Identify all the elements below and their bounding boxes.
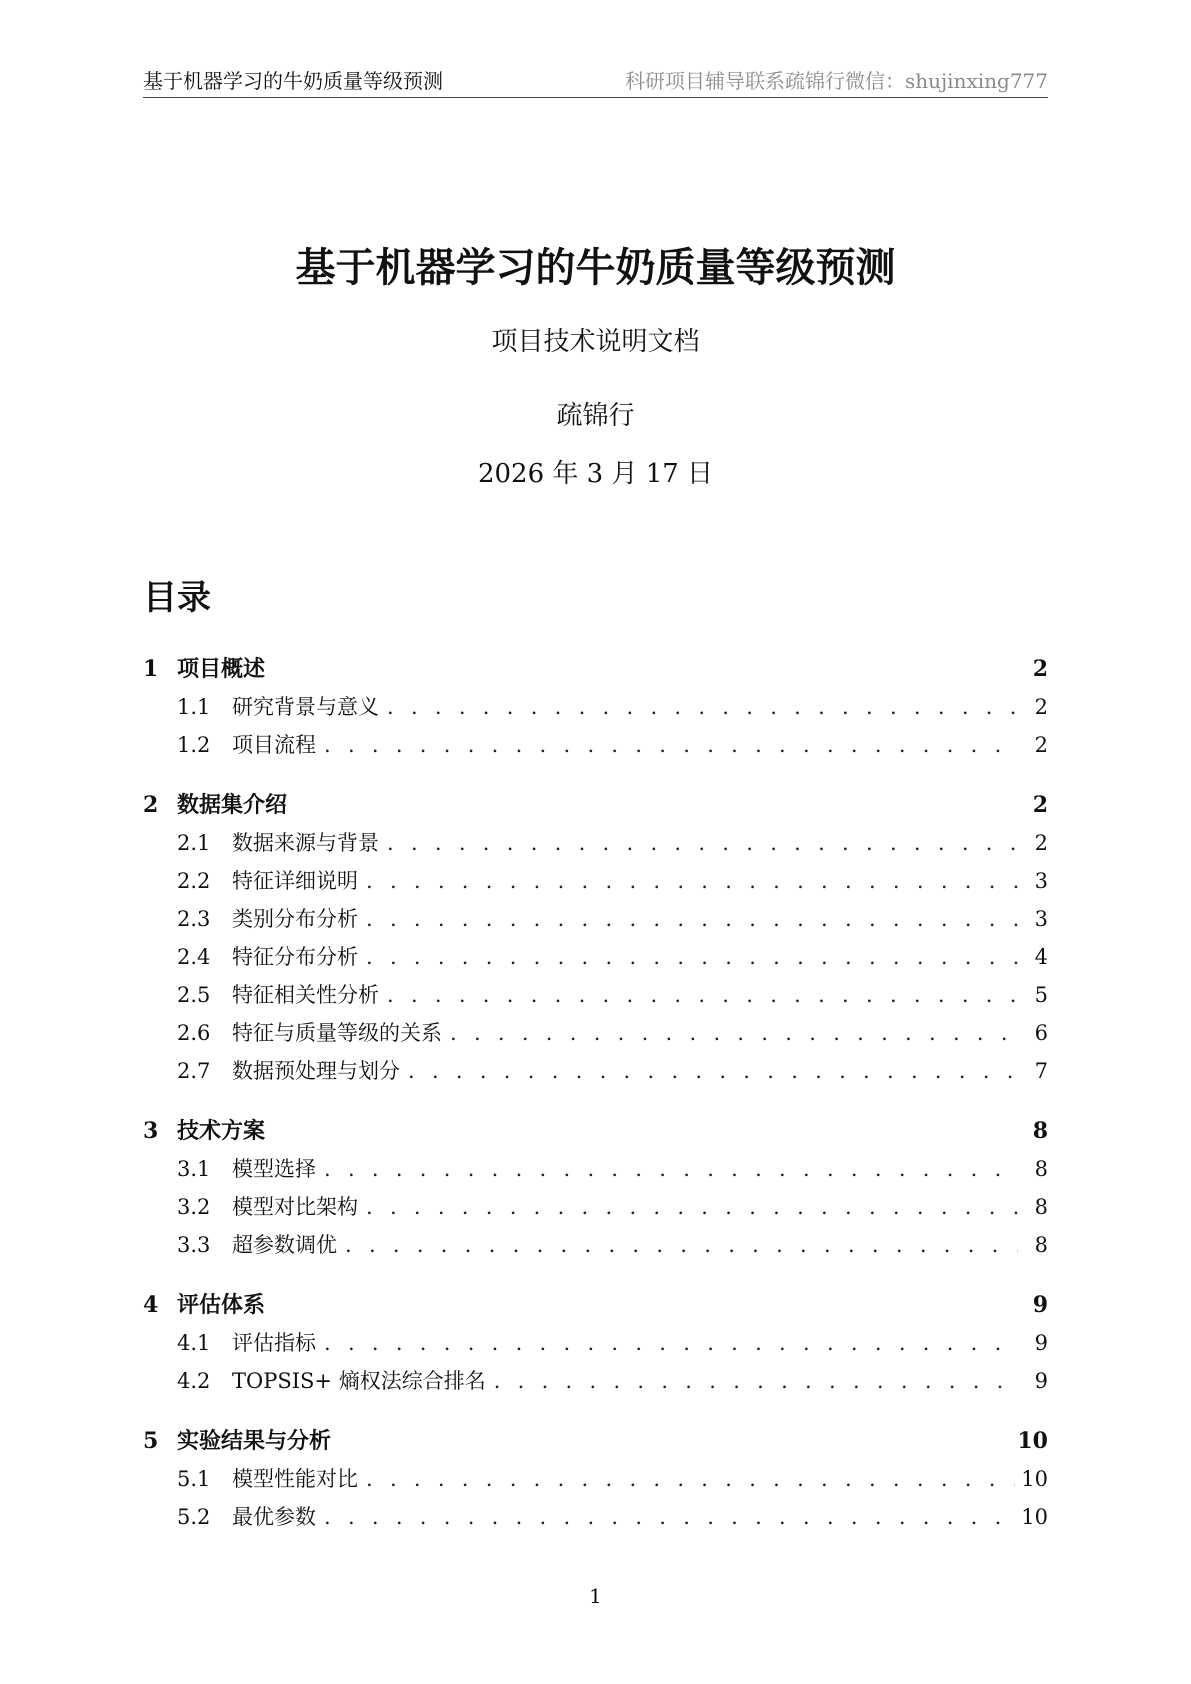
toc-entry-label: TOPSIS+ 熵权法综合排名: [232, 1369, 486, 1393]
toc-entry-subsection[interactable]: [143, 1014, 1048, 1052]
toc-entry-page: 2: [1032, 792, 1048, 818]
toc-entry-section[interactable]: [143, 786, 1048, 824]
toc-entry-number: 1: [143, 656, 159, 682]
toc-entry-subsection[interactable]: [143, 1052, 1048, 1090]
toc-entry-number: 2.6: [177, 1021, 211, 1045]
toc-entry-page: 3: [1034, 869, 1048, 893]
header-title: 基于机器学习的牛奶质量等级预测: [143, 69, 443, 93]
toc-leader-dots: [366, 1460, 1015, 1498]
toc-entry-number: 2.7: [177, 1059, 211, 1083]
toc-entry-number: 3.3: [177, 1233, 211, 1257]
toc-entry-number: 4.2: [177, 1369, 211, 1393]
page-number: 1: [589, 1584, 602, 1608]
toc-entry-label: 特征详细说明: [232, 869, 358, 893]
toc-section: [143, 1422, 1048, 1536]
toc-entry-label: 最优参数: [232, 1505, 316, 1529]
toc-entry-subsection[interactable]: [143, 1498, 1048, 1536]
toc-section: [143, 786, 1048, 1090]
toc-leader-dots: [324, 1150, 1018, 1188]
running-header: [143, 64, 1048, 98]
toc-entry-subsection[interactable]: [143, 1324, 1048, 1362]
toc-entry-subsection[interactable]: [143, 726, 1048, 764]
title-block: [0, 240, 1191, 492]
toc-entry-number: 1.1: [177, 695, 211, 719]
toc-entry-page: 5: [1034, 983, 1048, 1007]
toc-entry-label: 特征相关性分析: [232, 983, 379, 1007]
toc-entry-page: 7: [1034, 1059, 1048, 1083]
toc-entry-number: 3.1: [177, 1157, 211, 1181]
toc-leader-dots: [450, 1014, 1018, 1052]
toc-leader-dots: [408, 1052, 1018, 1090]
toc-entry-subsection[interactable]: [143, 976, 1048, 1014]
toc-section: [143, 650, 1048, 764]
toc-entry-number: 5: [143, 1428, 159, 1454]
toc-entry-label: 特征分布分析: [232, 945, 358, 969]
toc-entry-number: 4: [143, 1292, 159, 1318]
toc-entry-label: 评估指标: [232, 1331, 316, 1355]
toc-entry-subsection[interactable]: [143, 1188, 1048, 1226]
toc-entry-label: 研究背景与意义: [232, 695, 379, 719]
toc-entry-page: 2: [1032, 656, 1048, 682]
toc-entry-page: 9: [1032, 1292, 1048, 1318]
toc-entry-page: 10: [1021, 1505, 1048, 1529]
toc-leader-dots: [387, 824, 1018, 862]
toc-entry-number: 2.2: [177, 869, 211, 893]
toc-leader-dots: [366, 938, 1018, 976]
toc-entry-label: 项目流程: [232, 733, 316, 757]
toc-entry-number: 5.2: [177, 1505, 211, 1529]
toc-entry-page: 8: [1034, 1233, 1048, 1257]
toc-section: [143, 1286, 1048, 1400]
toc-entry-subsection[interactable]: [143, 1460, 1048, 1498]
toc-entry-label: 评估体系: [177, 1292, 266, 1318]
toc-entry-subsection[interactable]: [143, 900, 1048, 938]
toc-entry-number: 2.4: [177, 945, 211, 969]
toc-entry-section[interactable]: [143, 1112, 1048, 1150]
toc-entry-subsection[interactable]: [143, 938, 1048, 976]
toc-entry-number: 2.1: [177, 831, 211, 855]
toc-entry-page: 3: [1034, 907, 1048, 931]
toc-entry-section[interactable]: [143, 1286, 1048, 1324]
header-contact: 科研项目辅导联系疏锦行微信：shujinxing777: [624, 69, 1048, 93]
toc-entry-section[interactable]: [143, 1422, 1048, 1460]
toc-entry-subsection[interactable]: [143, 688, 1048, 726]
toc-entry-label: 数据来源与背景: [232, 831, 379, 855]
toc-entry-page: 10: [1017, 1428, 1048, 1454]
toc-entry-subsection[interactable]: [143, 1150, 1048, 1188]
toc-heading: 目录: [143, 578, 211, 618]
toc-entry-number: 4.1: [177, 1331, 211, 1355]
toc-entry-page: 4: [1034, 945, 1048, 969]
toc-entry-number: 2.3: [177, 907, 211, 931]
document-date: 2026 年 3 月 17 日: [477, 459, 714, 489]
toc-entry-page: 9: [1034, 1331, 1048, 1355]
toc-leader-dots: [324, 726, 1018, 764]
toc-entry-number: 2: [143, 792, 159, 818]
document-subtitle: 项目技术说明文档: [491, 327, 700, 357]
toc-entry-subsection[interactable]: [143, 1362, 1048, 1400]
toc-entry-label: 特征与质量等级的关系: [232, 1021, 442, 1045]
toc-entry-subsection[interactable]: [143, 862, 1048, 900]
toc-entry-number: 1.2: [177, 733, 211, 757]
toc-entry-page: 10: [1021, 1467, 1048, 1491]
toc-entry-label: 数据集介绍: [177, 792, 288, 818]
toc-entry-page: 2: [1034, 695, 1048, 719]
toc-entry-label: 模型选择: [232, 1157, 316, 1181]
toc-entry-number: 2.5: [177, 983, 211, 1007]
toc-entry-number: 3.2: [177, 1195, 211, 1219]
toc-entry-label: 类别分布分析: [232, 907, 358, 931]
toc-entry-page: 9: [1034, 1369, 1048, 1393]
document-title: 基于机器学习的牛奶质量等级预测: [295, 244, 896, 291]
toc-leader-dots: [387, 688, 1018, 726]
toc-leader-dots: [324, 1324, 1018, 1362]
toc-leader-dots: [366, 1188, 1018, 1226]
toc-leader-dots: [494, 1362, 1018, 1400]
toc-entry-page: 8: [1034, 1195, 1048, 1219]
toc-entry-label: 模型对比架构: [232, 1195, 358, 1219]
toc-leader-dots: [366, 862, 1018, 900]
toc-entry-page: 2: [1034, 733, 1048, 757]
table-of-contents: [143, 650, 1048, 1558]
toc-entry-number: 5.1: [177, 1467, 211, 1491]
toc-entry-label: 技术方案: [177, 1118, 266, 1144]
toc-entry-label: 项目概述: [177, 656, 266, 682]
toc-entry-page: 8: [1032, 1118, 1048, 1144]
toc-entry-label: 实验结果与分析: [177, 1428, 332, 1454]
toc-entry-label: 模型性能对比: [232, 1467, 358, 1491]
toc-leader-dots: [387, 976, 1018, 1014]
toc-entry-number: 3: [143, 1118, 159, 1144]
toc-entry-label: 超参数调优: [232, 1233, 337, 1257]
toc-leader-dots: [366, 900, 1018, 938]
toc-entry-page: 2: [1034, 831, 1048, 855]
toc-entry-subsection[interactable]: [143, 824, 1048, 862]
toc-entry-label: 数据预处理与划分: [232, 1059, 400, 1083]
document-author: 疏锦行: [556, 401, 635, 431]
toc-entry-subsection[interactable]: [143, 1226, 1048, 1264]
toc-entry-section[interactable]: [143, 650, 1048, 688]
toc-leader-dots: [345, 1226, 1018, 1264]
toc-entry-page: 6: [1034, 1021, 1048, 1045]
toc-leader-dots: [324, 1498, 1015, 1536]
toc-entry-page: 8: [1034, 1157, 1048, 1181]
toc-section: [143, 1112, 1048, 1264]
